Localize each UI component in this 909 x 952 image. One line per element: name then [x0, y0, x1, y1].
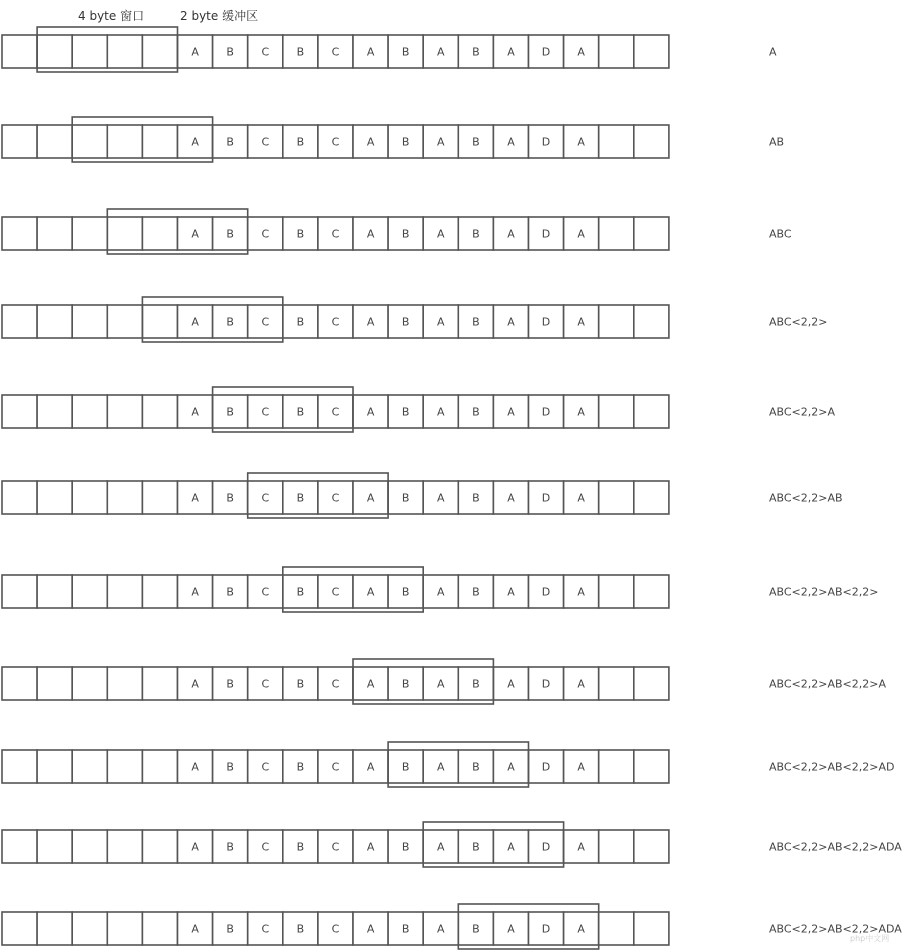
- byte-cell: [107, 830, 142, 863]
- encoded-output: ABC: [769, 227, 792, 241]
- buffer-label: 2 byte 缓冲区: [180, 9, 259, 23]
- byte-cell-char: B: [401, 840, 410, 854]
- byte-cell-char: B: [226, 315, 234, 329]
- byte-cell: [107, 305, 142, 338]
- steps-group: [2, 27, 902, 949]
- step-row: [2, 904, 902, 949]
- byte-cell-char: C: [261, 760, 270, 774]
- byte-cell: [634, 667, 669, 700]
- byte-cell-char: B: [296, 45, 305, 59]
- byte-cell-char: A: [507, 491, 515, 505]
- byte-cell: [599, 35, 634, 68]
- byte-cell: [107, 912, 142, 945]
- byte-cell-char: B: [296, 922, 305, 936]
- byte-cell-char: A: [577, 227, 585, 241]
- byte-cell: [37, 35, 72, 68]
- byte-cell-char: A: [437, 135, 445, 149]
- byte-cell-char: A: [437, 677, 445, 691]
- encoded-output: ABC<2,2>AB<2,2>A: [769, 677, 887, 691]
- byte-cell-char: D: [541, 491, 551, 505]
- byte-cell: [2, 35, 37, 68]
- byte-cell: [599, 750, 634, 783]
- byte-cell-char: B: [401, 677, 410, 691]
- byte-cell: [107, 750, 142, 783]
- byte-cell-char: C: [331, 585, 340, 599]
- byte-cell-char: A: [437, 491, 445, 505]
- byte-cell-char: A: [191, 45, 199, 59]
- byte-cell-char: A: [577, 922, 585, 936]
- byte-cell: [599, 481, 634, 514]
- byte-cell: [37, 830, 72, 863]
- byte-cell-char: B: [226, 760, 234, 774]
- byte-cell: [599, 305, 634, 338]
- byte-cell-char: A: [366, 760, 375, 774]
- byte-cell-char: A: [507, 315, 515, 329]
- byte-cell-char: B: [472, 585, 480, 599]
- byte-cell: [634, 125, 669, 158]
- byte-cell-char: C: [261, 135, 270, 149]
- byte-cell-char: B: [296, 677, 305, 691]
- byte-cell: [72, 575, 107, 608]
- byte-cell: [2, 481, 37, 514]
- byte-cell-char: A: [366, 45, 375, 59]
- byte-cell-char: A: [437, 585, 445, 599]
- byte-cell-char: A: [366, 315, 375, 329]
- byte-cell-char: B: [401, 315, 410, 329]
- byte-cell-char: B: [401, 227, 410, 241]
- byte-cell: [634, 395, 669, 428]
- byte-cell-char: A: [191, 315, 199, 329]
- byte-cell-char: D: [541, 135, 551, 149]
- byte-cell-char: A: [366, 677, 375, 691]
- byte-cell-char: A: [191, 840, 199, 854]
- step-row: [2, 473, 843, 518]
- byte-cell-char: B: [472, 45, 480, 59]
- byte-cell: [37, 217, 72, 250]
- byte-cell-char: A: [577, 585, 585, 599]
- byte-cell: [72, 395, 107, 428]
- byte-cell-char: C: [331, 491, 340, 505]
- byte-cell-char: A: [507, 227, 515, 241]
- byte-cell-char: D: [541, 840, 551, 854]
- byte-cell-char: C: [331, 922, 340, 936]
- byte-cell-char: C: [261, 315, 270, 329]
- byte-cell: [634, 575, 669, 608]
- byte-cell: [142, 667, 177, 700]
- byte-cell: [142, 305, 177, 338]
- byte-cell-char: D: [541, 677, 551, 691]
- byte-cell-char: B: [226, 405, 234, 419]
- byte-cell-char: A: [577, 760, 585, 774]
- byte-cell-char: A: [577, 491, 585, 505]
- byte-cell-char: A: [507, 760, 515, 774]
- byte-cell-char: B: [472, 491, 480, 505]
- byte-cell-char: D: [541, 315, 551, 329]
- byte-cell-char: A: [191, 405, 199, 419]
- byte-cell-char: A: [191, 135, 199, 149]
- byte-cell: [142, 912, 177, 945]
- byte-cell: [2, 912, 37, 945]
- encoded-output: ABC<2,2>AB<2,2>AD: [769, 760, 895, 774]
- byte-cell: [72, 125, 107, 158]
- byte-cell: [72, 750, 107, 783]
- byte-cell: [599, 912, 634, 945]
- encoded-output: ABC<2,2>AB<2,2>ADA: [769, 922, 902, 936]
- byte-cell: [142, 750, 177, 783]
- byte-cell-char: A: [577, 677, 585, 691]
- byte-cell-char: C: [261, 585, 270, 599]
- byte-cell-char: C: [261, 840, 270, 854]
- byte-cell-char: A: [191, 677, 199, 691]
- byte-cell: [599, 217, 634, 250]
- byte-cell-char: B: [226, 840, 234, 854]
- byte-cell-char: A: [577, 840, 585, 854]
- byte-cell-char: B: [226, 677, 234, 691]
- byte-cell: [142, 35, 177, 68]
- byte-cell-char: B: [296, 760, 305, 774]
- byte-cell-char: B: [401, 45, 410, 59]
- step-row: [2, 567, 878, 612]
- byte-cell: [599, 395, 634, 428]
- byte-cell: [142, 481, 177, 514]
- byte-cell: [107, 395, 142, 428]
- byte-cell-char: B: [401, 491, 410, 505]
- byte-cell: [37, 395, 72, 428]
- byte-cell: [72, 667, 107, 700]
- byte-cell: [599, 575, 634, 608]
- encoded-output: ABC<2,2>A: [769, 405, 836, 419]
- encoded-output: ABC<2,2>AB: [769, 491, 843, 505]
- byte-cell-char: B: [472, 315, 480, 329]
- byte-cell-char: B: [401, 135, 410, 149]
- byte-cell-char: B: [472, 922, 480, 936]
- byte-cell: [142, 830, 177, 863]
- byte-cell-char: C: [261, 922, 270, 936]
- byte-cell: [107, 125, 142, 158]
- byte-cell: [107, 481, 142, 514]
- byte-cell-char: C: [261, 45, 270, 59]
- byte-cell-char: A: [507, 840, 515, 854]
- byte-cell: [142, 395, 177, 428]
- byte-cell-char: B: [296, 405, 305, 419]
- byte-cell-char: A: [577, 135, 585, 149]
- byte-cell-char: B: [472, 677, 480, 691]
- byte-cell: [37, 125, 72, 158]
- byte-cell: [107, 667, 142, 700]
- byte-cell-char: C: [331, 405, 340, 419]
- byte-cell: [72, 217, 107, 250]
- byte-cell-char: B: [401, 405, 410, 419]
- byte-cell: [107, 575, 142, 608]
- step-row: [2, 659, 886, 704]
- byte-cell-char: A: [507, 922, 515, 936]
- byte-cell-char: C: [331, 45, 340, 59]
- byte-cell: [72, 912, 107, 945]
- byte-cell-char: A: [437, 922, 445, 936]
- watermark: php中文网: [850, 934, 890, 943]
- byte-cell: [2, 830, 37, 863]
- step-row: [2, 117, 784, 162]
- byte-cell: [37, 305, 72, 338]
- byte-cell-char: B: [226, 45, 234, 59]
- byte-cell: [107, 35, 142, 68]
- byte-cell: [599, 830, 634, 863]
- byte-cell: [634, 912, 669, 945]
- byte-cell-char: D: [541, 760, 551, 774]
- byte-cell-char: D: [541, 227, 551, 241]
- byte-cell-char: B: [226, 227, 234, 241]
- step-row: [2, 742, 894, 787]
- step-row: [2, 387, 835, 432]
- byte-cell: [72, 305, 107, 338]
- byte-cell-char: B: [472, 227, 480, 241]
- byte-cell-char: B: [472, 760, 480, 774]
- byte-cell: [2, 305, 37, 338]
- byte-cell: [2, 217, 37, 250]
- byte-cell: [2, 667, 37, 700]
- window-label: 4 byte 窗口: [78, 9, 145, 23]
- byte-cell-char: A: [437, 315, 445, 329]
- byte-cell-char: A: [366, 922, 375, 936]
- byte-cell-char: B: [226, 491, 234, 505]
- byte-cell-char: A: [507, 405, 515, 419]
- byte-cell-char: C: [331, 677, 340, 691]
- byte-cell: [72, 830, 107, 863]
- byte-cell-char: B: [296, 135, 305, 149]
- byte-cell-char: A: [437, 45, 445, 59]
- byte-cell-char: B: [401, 922, 410, 936]
- encoded-output: ABC<2,2>: [769, 315, 828, 329]
- byte-cell-char: D: [541, 922, 551, 936]
- byte-cell-char: A: [437, 227, 445, 241]
- byte-cell-char: A: [366, 405, 375, 419]
- byte-cell-char: B: [296, 840, 305, 854]
- byte-cell: [107, 217, 142, 250]
- byte-cell-char: A: [507, 585, 515, 599]
- byte-cell: [142, 217, 177, 250]
- byte-cell-char: A: [191, 760, 199, 774]
- byte-cell: [142, 575, 177, 608]
- byte-cell: [37, 750, 72, 783]
- byte-cell-char: A: [507, 677, 515, 691]
- byte-cell: [2, 575, 37, 608]
- byte-cell: [599, 667, 634, 700]
- byte-cell: [634, 750, 669, 783]
- byte-cell: [634, 305, 669, 338]
- byte-cell-char: B: [472, 405, 480, 419]
- byte-cell-char: A: [366, 491, 375, 505]
- byte-cell-char: B: [472, 135, 480, 149]
- byte-cell-char: B: [401, 585, 410, 599]
- encoded-output: AB: [769, 135, 785, 149]
- byte-cell-char: C: [331, 227, 340, 241]
- byte-cell-char: C: [261, 227, 270, 241]
- byte-cell-char: C: [331, 315, 340, 329]
- byte-cell-char: A: [191, 585, 199, 599]
- byte-cell: [2, 750, 37, 783]
- byte-cell-char: A: [437, 405, 445, 419]
- byte-cell: [37, 667, 72, 700]
- byte-cell-char: C: [331, 840, 340, 854]
- step-row: [2, 822, 902, 867]
- step-row: [2, 27, 777, 72]
- byte-cell: [634, 830, 669, 863]
- byte-cell-char: C: [331, 135, 340, 149]
- byte-cell-char: D: [541, 585, 551, 599]
- byte-cell-char: C: [261, 491, 270, 505]
- byte-cell-char: C: [331, 760, 340, 774]
- byte-cell: [634, 35, 669, 68]
- byte-cell-char: C: [261, 677, 270, 691]
- byte-cell: [72, 481, 107, 514]
- byte-cell: [72, 35, 107, 68]
- byte-cell-char: A: [366, 227, 375, 241]
- byte-cell-char: A: [577, 405, 585, 419]
- byte-cell-char: A: [577, 45, 585, 59]
- byte-cell-char: A: [437, 840, 445, 854]
- byte-cell-char: A: [507, 45, 515, 59]
- step-row: [2, 209, 792, 254]
- byte-cell: [2, 395, 37, 428]
- byte-cell-char: A: [507, 135, 515, 149]
- byte-cell-char: A: [366, 585, 375, 599]
- byte-cell-char: B: [296, 491, 305, 505]
- byte-cell: [2, 125, 37, 158]
- encoded-output: ABC<2,2>AB<2,2>ADA: [769, 840, 902, 854]
- byte-cell-char: B: [472, 840, 480, 854]
- byte-cell-char: C: [261, 405, 270, 419]
- byte-cell-char: A: [577, 315, 585, 329]
- byte-cell-char: D: [541, 405, 551, 419]
- byte-cell-char: A: [366, 135, 375, 149]
- byte-cell-char: D: [541, 45, 551, 59]
- byte-cell-char: B: [401, 760, 410, 774]
- byte-cell-char: A: [191, 922, 199, 936]
- byte-cell: [37, 481, 72, 514]
- encoded-output: A: [769, 45, 777, 59]
- byte-cell-char: B: [296, 315, 305, 329]
- byte-cell-char: B: [296, 227, 305, 241]
- byte-cell: [599, 125, 634, 158]
- byte-cell: [37, 912, 72, 945]
- byte-cell-char: B: [226, 135, 234, 149]
- byte-cell-char: A: [191, 491, 199, 505]
- byte-cell-char: A: [366, 840, 375, 854]
- byte-cell: [37, 575, 72, 608]
- byte-cell-char: B: [226, 585, 234, 599]
- byte-cell: [634, 481, 669, 514]
- byte-cell: [142, 125, 177, 158]
- byte-cell-char: B: [226, 922, 234, 936]
- byte-cell-char: A: [191, 227, 199, 241]
- byte-cell-char: B: [296, 585, 305, 599]
- byte-cell-char: A: [437, 760, 445, 774]
- byte-cell: [634, 217, 669, 250]
- step-row: [2, 297, 828, 342]
- encoded-output: ABC<2,2>AB<2,2>: [769, 585, 879, 599]
